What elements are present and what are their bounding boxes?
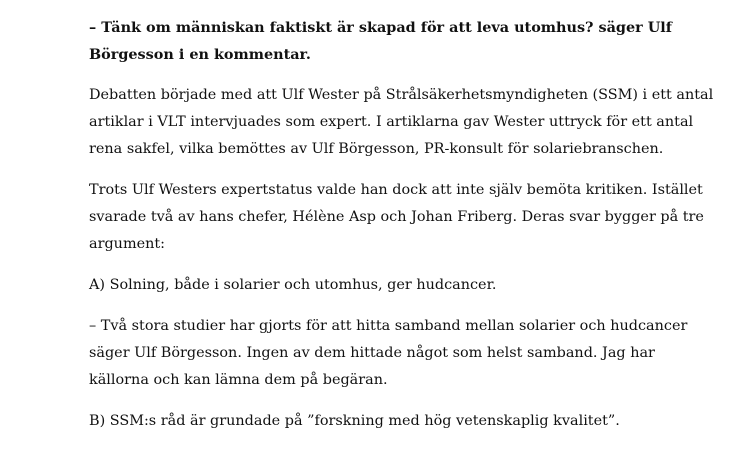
paragraph-studies [89, 313, 689, 394]
text-line: – Två stora studier har gjorts för att hitta samband mellan solarier och hudcancer [89, 318, 688, 334]
text-line: B) SSM:s råd är grundade på ”forskning med hög vetenskaplig kvalitet”. [89, 413, 620, 429]
paragraph-expert-status [89, 177, 704, 258]
text-line: svarade två av hans chefer, Hélène Asp och Johan Friberg. Deras svar bygger på tre [89, 209, 704, 225]
document-page [89, 14, 714, 449]
text-line: Trots Ulf Westers expertstatus valde han dock att inte själv bemöta kritiken. Istället [89, 182, 703, 198]
argument-a [89, 272, 689, 299]
text-line: källorna och kan lämna dem på begäran. [89, 372, 388, 388]
lead-quote [89, 14, 689, 68]
text-line: Debatten började med att Ulf Wester på Strålsäkerhetsmyndigheten (SSM) i ett antal [89, 87, 714, 103]
text-line: säger Ulf Börgesson. Ingen av dem hittade något som helst samband. Jag har [89, 345, 655, 361]
text-line: artiklar i VLT intervjuades som expert. I artiklarna gav Wester uttryck för ett antal [89, 114, 694, 130]
text-line: – Tänk om människan faktiskt är skapad för att leva utomhus? säger Ulf [89, 19, 672, 36]
paragraph-debate-start [89, 82, 714, 163]
text-line: rena sakfel, vilka bemöttes av Ulf Börgesson, PR-konsult för solariebranschen. [89, 141, 664, 157]
text-line: Börgesson i en kommentar. [89, 46, 311, 63]
text-line: A) Solning, både i solarier och utomhus, ger hudcancer. [89, 277, 497, 293]
text-line: argument: [89, 236, 166, 252]
argument-b [89, 408, 689, 435]
